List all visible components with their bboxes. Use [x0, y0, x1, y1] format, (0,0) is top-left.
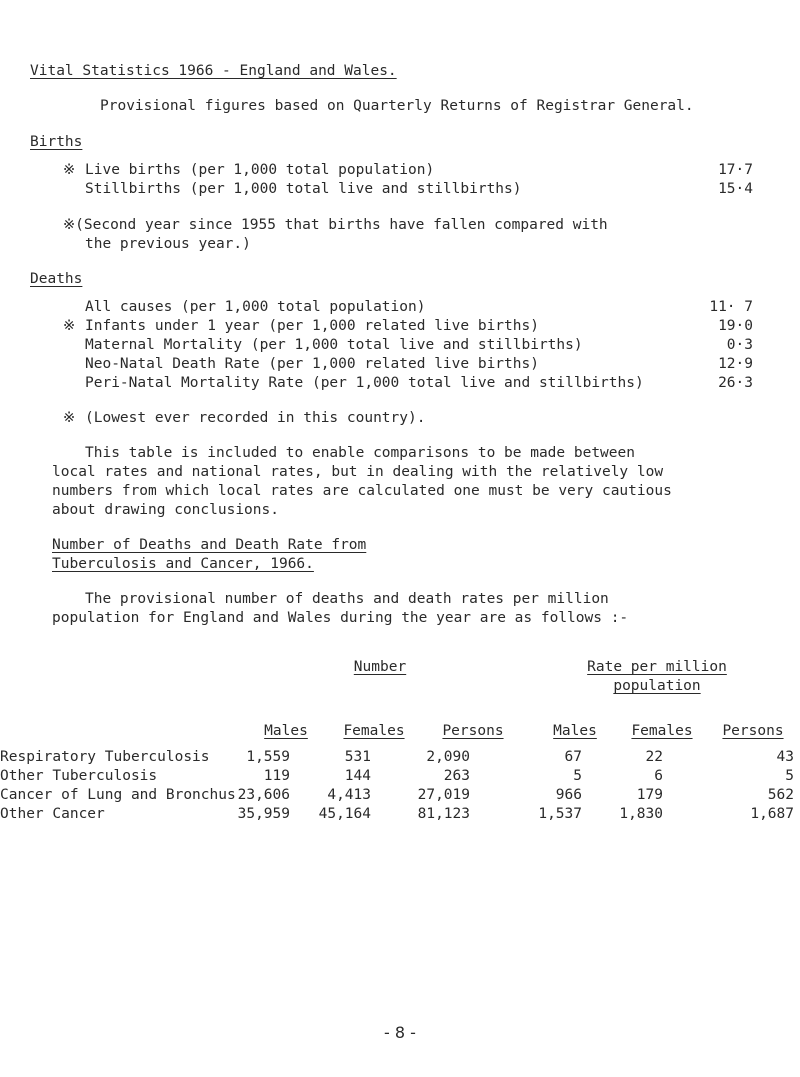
- deaths-value: 11· 7: [709, 299, 753, 315]
- table-cell: 2,090: [426, 749, 470, 765]
- subtitle: Provisional figures based on Quarterly Returns of Registrar General.: [100, 98, 694, 114]
- column-header: Males: [264, 723, 308, 739]
- births-value: 17·7: [718, 162, 753, 178]
- deaths-label: All causes (per 1,000 total population): [85, 299, 426, 315]
- section-title: Tuberculosis and Cancer, 1966.: [52, 556, 314, 572]
- paragraph-line: This table is included to enable comparisons to be made between: [85, 445, 635, 461]
- section-title: Number of Deaths and Death Rate from: [52, 537, 367, 553]
- row-label: Other Tuberculosis: [0, 768, 158, 784]
- asterisk-marker: ※: [63, 162, 76, 178]
- table-cell: 562: [767, 787, 794, 803]
- births-label: Stillbirths (per 1,000 total live and stillbirths): [85, 181, 522, 197]
- births-title: Births: [30, 134, 83, 150]
- page-heading: Vital Statistics 1966 - England and Wales.: [30, 63, 397, 79]
- births-note: the previous year.): [85, 236, 251, 252]
- births-value: 15·4: [718, 181, 753, 197]
- paragraph-line: numbers from which local rates are calculated one must be very cautious: [52, 483, 672, 499]
- deaths-value: 26·3: [718, 375, 753, 391]
- deaths-value: 19·0: [718, 318, 753, 334]
- deaths-value: 12·9: [718, 356, 753, 372]
- table-cell: 179: [636, 787, 663, 803]
- table-cell: 119: [263, 768, 290, 784]
- section-intro: The provisional number of deaths and death rates per million: [85, 591, 609, 607]
- table-cell: 5: [573, 768, 582, 784]
- table-cell: 22: [645, 749, 663, 765]
- table-cell: 1,559: [246, 749, 290, 765]
- deaths-label: Peri-Natal Mortality Rate (per 1,000 total live and stillbirths): [85, 375, 644, 391]
- table-cell: 27,019: [417, 787, 470, 803]
- table-cell: 531: [344, 749, 371, 765]
- deaths-title: Deaths: [30, 271, 83, 287]
- asterisk-marker: ※: [63, 410, 76, 426]
- column-header: Males: [553, 723, 597, 739]
- table-cell: 23,606: [237, 787, 290, 803]
- table-cell: 6: [654, 768, 663, 784]
- row-label: Respiratory Tuberculosis: [0, 749, 210, 765]
- column-header: Females: [631, 723, 693, 739]
- table-cell: 43: [776, 749, 794, 765]
- section-intro: population for England and Wales during the year are as follows :-: [52, 610, 629, 626]
- page-number: - 8 -: [384, 1023, 416, 1042]
- deaths-label: Neo-Natal Death Rate (per 1,000 related live births): [85, 356, 539, 372]
- table-cell: 45,164: [318, 806, 371, 822]
- paragraph-line: local rates and national rates, but in dealing with the relatively low: [52, 464, 664, 480]
- deaths-label: Infants under 1 year (per 1,000 related live births): [85, 318, 539, 334]
- table-cell: 144: [344, 768, 371, 784]
- table-cell: 5: [785, 768, 794, 784]
- table-cell: 67: [564, 749, 582, 765]
- paragraph-line: about drawing conclusions.: [52, 502, 279, 518]
- deaths-note: (Lowest ever recorded in this country).: [85, 410, 426, 426]
- table-cell: 4,413: [327, 787, 371, 803]
- row-label: Other Cancer: [0, 806, 105, 822]
- table-cell: 81,123: [417, 806, 470, 822]
- group-header-rate: Rate per million: [587, 659, 727, 675]
- table-cell: 1,830: [619, 806, 663, 822]
- deaths-label: Maternal Mortality (per 1,000 total live and stillbirths): [85, 337, 583, 353]
- row-label: Cancer of Lung and Bronchus: [0, 787, 236, 803]
- table-cell: 1,687: [750, 806, 794, 822]
- deaths-note-row: [63, 409, 425, 427]
- column-header: Females: [343, 723, 405, 739]
- deaths-row-infants: [63, 317, 539, 335]
- table-cell: 1,537: [538, 806, 582, 822]
- table-cell: 263: [443, 768, 470, 784]
- deaths-value: 0·3: [726, 337, 753, 353]
- table-cell: 35,959: [237, 806, 290, 822]
- column-header: Persons: [442, 723, 504, 739]
- table-cell: 966: [555, 787, 582, 803]
- asterisk-marker: ※: [63, 318, 76, 334]
- group-header-number: Number: [353, 659, 407, 675]
- births-label: Live births (per 1,000 total population): [85, 162, 435, 178]
- column-header: Persons: [722, 723, 784, 739]
- births-row-live: [63, 161, 434, 179]
- group-header-rate: population: [613, 678, 701, 694]
- births-note: ※(Second year since 1955 that births have fallen compared with: [63, 217, 608, 233]
